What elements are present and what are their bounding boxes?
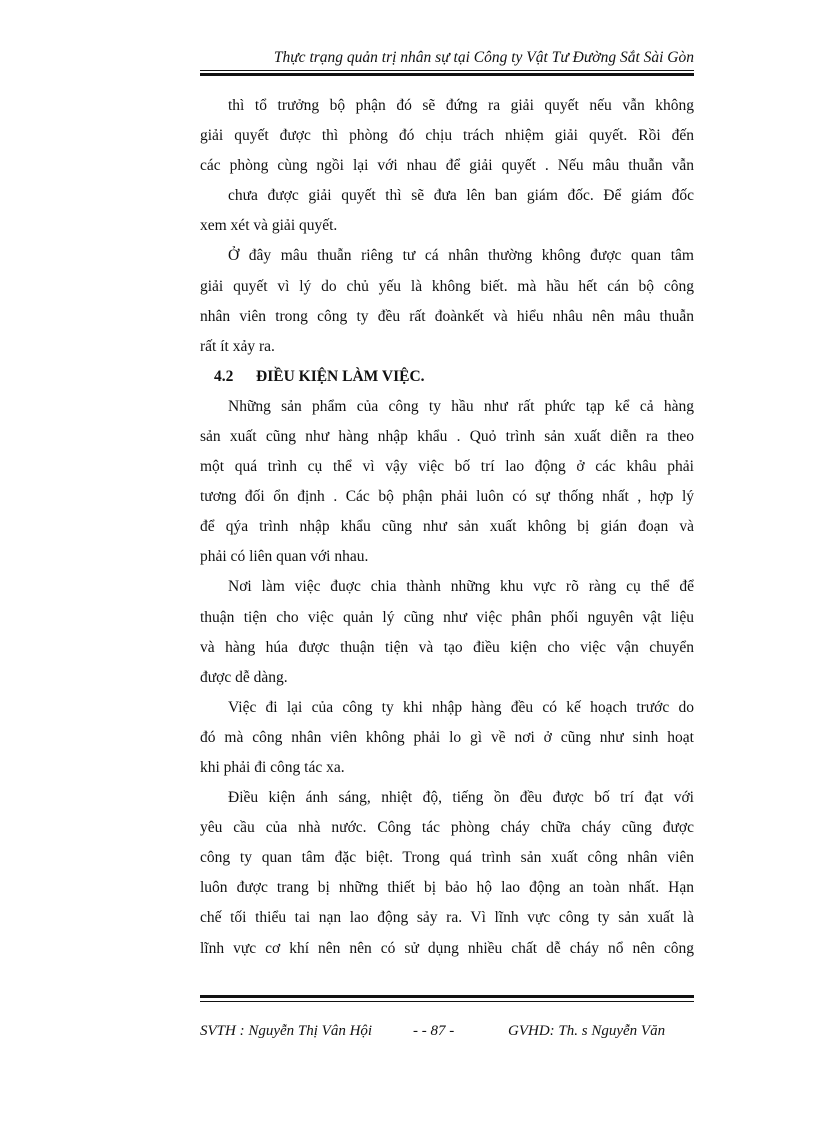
text-line: để qýa trình nhập khẩu cũng như sản xuất không bị gián đoạn và — [200, 518, 694, 536]
text-line: một quá trình cụ thể vì vậy việc bố trí lao động ở các khâu phải — [200, 458, 694, 476]
text-line: yêu cầu của nhà nước. Công tác phòng cháy chữa cháy cũng được — [200, 819, 694, 837]
text-line: chưa được giải quyết thì sẽ đưa lên ban giám đốc. Để giám đốc — [228, 187, 694, 205]
paragraph-conflict-resolution — [200, 91, 694, 241]
text-line: đó mà công nhân viên không phải lo gì về nơi ở cũng như sinh hoạt — [200, 728, 694, 746]
text-line: Nơi làm việc đuợc chia thành những khu vực rõ ràng cụ thể để — [228, 578, 694, 596]
text-line: công ty quan tâm đặc biệt. Trong quá trình sản xuất công nhân viên — [200, 849, 694, 867]
body-text — [200, 91, 694, 964]
page-number: - - 87 - — [413, 1023, 455, 1039]
paragraph-workplace — [200, 572, 694, 692]
text-line: tương đối ổn định . Các bộ phận phải luôn có sự thống nhất , hợp lý — [200, 488, 694, 506]
paragraph-travel — [200, 693, 694, 783]
footer-supervisor: GVHD: Th. s Nguyễn Văn — [508, 1023, 666, 1039]
text-line: Ở đây mâu thuẫn riêng tư cá nhân thường không được quan tâm — [228, 247, 694, 265]
paragraph-products — [200, 392, 694, 573]
text-line: thì tổ trưởng bộ phận đó sẽ đứng ra giải quyết nếu vẫn không — [228, 97, 694, 114]
text-line: phải có liên quan với nhau. — [200, 548, 369, 566]
footer-rule — [200, 1001, 694, 1002]
text-line: các phòng cùng ngồi lại với nhau để giải quyết . Nếu mâu thuẫn vẫn — [200, 157, 694, 175]
text-line: nhân viên trong công ty đều rất đoànkết và hiểu nhâu nên mâu thuẫn — [200, 307, 694, 325]
text-line: giải quyết vì lý do chủ yếu là không biết. mà hầu hết cán bộ công — [200, 277, 694, 295]
text-line: sản xuất cũng như hàng nhập khẩu . Quỏ trình sản xuất diễn ra theo — [200, 427, 694, 445]
header-rule — [200, 70, 694, 71]
running-header-title: Thực trạng quản trị nhân sự tại Công ty Vật Tư Đường Sắt Sài Gòn — [273, 49, 694, 66]
text-line: xem xét và giải quyết. — [200, 217, 338, 235]
header-rule-thick — [200, 73, 694, 76]
text-line: giải quyết được thì phòng đó chịu trách nhiệm giải quyết. Rồi đến — [200, 127, 694, 145]
paragraph-personal-conflicts — [200, 241, 694, 361]
text-line: Điều kiện ánh sáng, nhiệt độ, tiếng ồn đều được bố trí đạt với — [228, 789, 694, 807]
text-line: khi phải đi công tác xa. — [200, 758, 345, 776]
text-line: Việc đi lại của công ty khi nhập hàng đều có kế hoạch trước do — [228, 698, 694, 716]
section-title: ĐIỀU KIỆN LÀM VIỆC. — [256, 367, 425, 385]
text-line: rất ít xảy ra. — [200, 337, 275, 355]
section-number: 4.2 — [214, 367, 234, 385]
text-line: Những sản phẩm của công ty hầu như rất phức tạp kể cả hàng — [228, 397, 694, 415]
text-line: được dễ dàng. — [200, 668, 288, 686]
text-line: thuận tiện cho việc quản lý cũng như việc phân phối nguyên vật liệu — [200, 608, 694, 626]
paragraph-conditions — [200, 783, 694, 964]
text-line: và hàng húa được thuận tiện và tạo điều kiện cho việc vận chuyển — [200, 638, 694, 656]
footer-student: SVTH : Nguyễn Thị Vân Hội — [200, 1023, 373, 1039]
section-heading — [200, 362, 694, 392]
text-line: lĩnh vực cơ khí nên nên có sử dụng nhiều chất dễ cháy nổ nên công — [200, 939, 694, 957]
text-line: chế tối thiểu tai nạn lao động sảy ra. Vì lĩnh vực công ty sản xuất là — [200, 909, 694, 927]
footer-rule-thick — [200, 995, 694, 998]
text-line: luôn được trang bị những thiết bị bảo hộ lao động an toàn nhất. Hạn — [200, 879, 694, 897]
